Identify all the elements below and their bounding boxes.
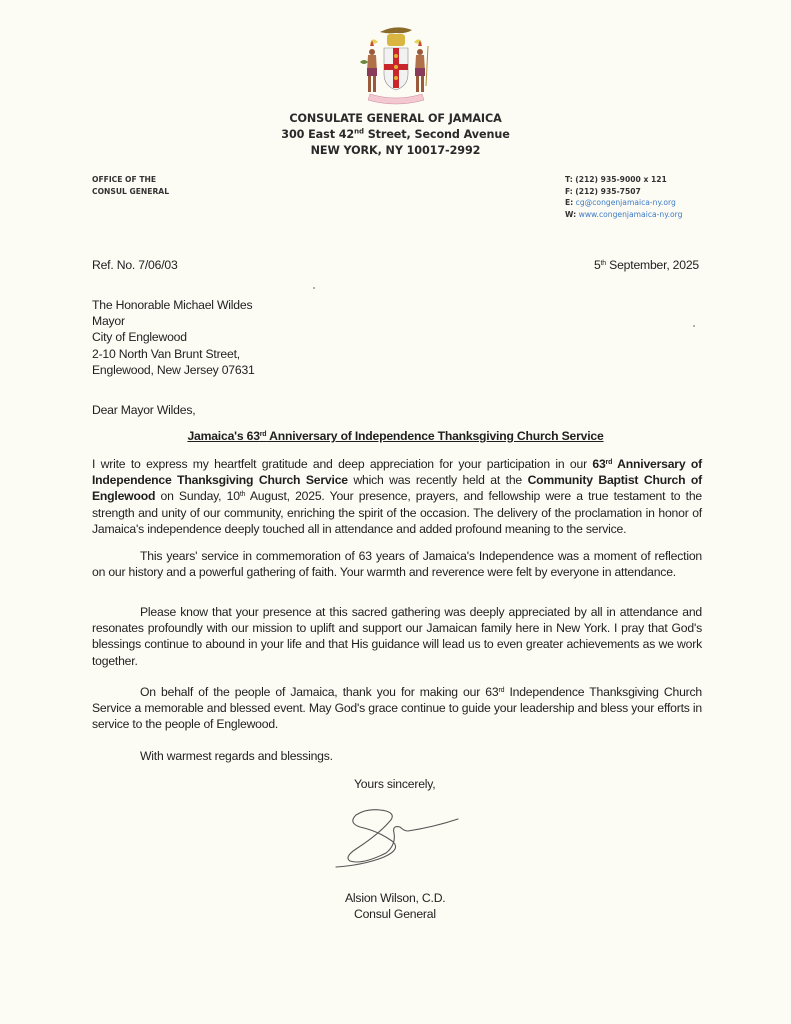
signature-icon (334, 805, 464, 875)
letterhead (0, 111, 791, 159)
signer-block (0, 890, 791, 922)
office-label: OFFICE OF THE CONSUL GENERAL (92, 175, 170, 196)
contact-block (565, 174, 682, 220)
paragraph-3: Please know that your presence at this sacred gathering was deeply appreciated by all in attendance and resonates profoundly with our mission to uplift and support our Jamaican family here in New York. I pray that God's blessings continue to abound in your life and that His guidance will lead us to even greater achievements as we work together. (92, 605, 702, 668)
closing-line: With warmest regards and blessings. (140, 749, 333, 763)
subject-line: Jamaica's 63rd Anniversary of Independence Thanksgiving Church Service (187, 429, 604, 443)
paragraph-4: On behalf of the people of Jamaica, thank you for making our 63rd Independence Thanksgiving Church Service a memorable and blessed event. May God's grace continue to guide your leadership and bless your efforts in service to the people of Englewood. (92, 685, 702, 732)
signer-title: Consul General (354, 907, 436, 922)
signer-name: Alsion Wilson, C.D. (345, 891, 446, 905)
salutation: Dear Mayor Wildes, (92, 403, 196, 417)
contact-web: W: www.congenjamaica-ny.org (565, 209, 683, 219)
contact-email: E: cg@congenjamaica-ny.org (565, 198, 676, 207)
contact-fax: F: (212) 935-7507 (565, 186, 641, 196)
sign-off: Yours sincerely, (354, 777, 436, 791)
paragraph-2: This years' service in commemoration of 63 years of Jamaica's Independence was a moment of reflection on our history and a powerful gathering of faith. Your warmth and reverence were felt by everyone in attendance. (92, 549, 702, 580)
paragraph-1: I write to express my heartfelt gratitude and deep appreciation for your participation in our 63rd Anniversary of Independence Thanksgiving Church Service which was recently held at the Community Baptist Church of Englewood on Sunday, 10th August, 2025. Your presence, prayers, and fellowship were a true testament to the strength and unity of our community, enriching the spirit of the occasion. The delivery of the proclamation in honor of Jamaica's independence deeply touched all in attendance and added profound meaning to the service. (92, 457, 702, 536)
scan-speck (693, 325, 695, 327)
website-link[interactable]: www.congenjamaica-ny.org (578, 209, 683, 219)
email-link[interactable]: cg@congenjamaica-ny.org (575, 198, 676, 207)
coat-of-arms-icon (350, 24, 442, 108)
scan-speck (313, 287, 315, 289)
contact-phone: T: (212) 935-9000 x 121 (565, 175, 667, 184)
recipient-address: The Honorable Michael Wildes Mayor City of Englewood 2-10 North Van Brunt Street, Englewood, New Jersey 07631 (92, 298, 255, 377)
letterhead-city: NEW YORK, NY 10017-2992 (310, 144, 481, 157)
letterhead-address: 300 East 42nd Street, Second Avenue (281, 127, 510, 141)
organization-name: CONSULATE GENERAL OF JAMAICA (289, 112, 502, 125)
reference-number: Ref. No. 7/06/03 (92, 258, 178, 272)
letter-date: 5th September, 2025 (593, 258, 699, 272)
